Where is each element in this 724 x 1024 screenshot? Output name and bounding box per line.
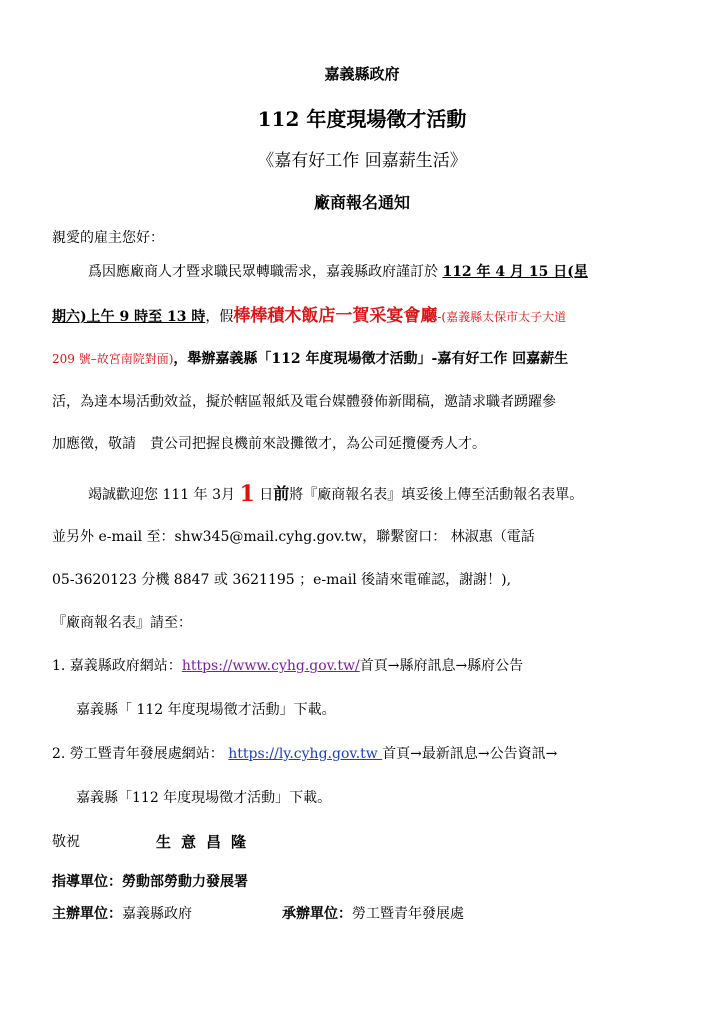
organizer-label: 承辦單位： [282, 906, 352, 922]
paragraph-line-4: 活，為達本場活動效益，擬於轄區報紙及電台媒體發佈新聞稿，邀請求職者踴躍參 [52, 394, 556, 410]
list-item-label: 2. 勞工暨青年發展處網站： [52, 746, 229, 762]
guide-unit-line [52, 872, 724, 892]
organizer-value: 勞工暨青年發展處 [352, 906, 464, 922]
deadline-day: 1 [239, 481, 255, 507]
list-item-detail: 嘉義縣「 112 年度現場徵才活動」下載。 [76, 702, 336, 718]
event-time: 期六)上午 9 時至 13 時 [52, 309, 206, 325]
list-item-detail: 嘉義縣「112 年度現場徵才活動」下載。 [76, 790, 332, 806]
deadline-before: 前 [273, 484, 290, 503]
form-location-heading: 『廠商報名表』請至： [52, 615, 192, 631]
host-value: 嘉義縣政府 [122, 906, 192, 922]
paragraph-line-2 [52, 306, 724, 327]
paragraph-line-3 [52, 349, 724, 369]
labor-website-link[interactable]: https://ly.cyhg.gov.tw [228, 746, 383, 762]
county-website-link[interactable]: https://www.cyhg.gov.tw/ [181, 658, 360, 674]
closing-salute: 敬祝 [52, 834, 80, 850]
event-date: 112 年 4 月 15 日(星 [442, 264, 588, 280]
list-item [52, 744, 724, 764]
contact-email-line: 並另外 e-mail 至：shw345@mail.cyhg.gov.tw，聯繫窗口： 林淑惠（電話 [52, 529, 535, 545]
venue-prefix: ，假 [205, 309, 234, 325]
organizer-block [282, 904, 464, 924]
page-title: 112 年度現場徵才活動 [257, 107, 467, 131]
list-item-path: 首頁→最新訊息→公告資訊→ [382, 746, 558, 762]
deadline-instruction: 將『廠商報名表』填妥後上傳至活動報名表單。 [289, 487, 584, 503]
org-heading: 嘉義縣政府 [324, 65, 400, 83]
list-item-path: 首頁→縣府訊息→縣府公告 [359, 658, 524, 674]
list-item [52, 656, 724, 676]
paragraph-line-1 [88, 262, 724, 282]
deadline-unit: 日 [254, 487, 274, 503]
event-name-line: ，舉辦嘉義縣「112 年度現場徵才活動」-嘉有好工作 回嘉薪生 [173, 351, 569, 367]
closing-wish: 生意昌隆 [156, 833, 257, 851]
intro-text: 爲因應廠商人才暨求職民眾轉職需求，嘉義縣政府謹訂於 [88, 264, 443, 280]
paragraph-line-6 [88, 481, 724, 507]
host-unit-line [52, 904, 724, 924]
greeting: 親愛的雇主您好： [52, 230, 164, 246]
guide-label: 指導單位： [52, 874, 122, 890]
paragraph-line-5: 加應徵，敬請 貴公司把握良機前來設攤徵才，為公司延攬優秀人才。 [52, 436, 486, 452]
venue-name: 棒棒積木飯店一賀采宴會廳 [233, 306, 438, 326]
venue-address: -(嘉義縣太保市太子大道 [437, 310, 567, 324]
contact-phone-line: 05-3620123 分機 8847 或 3621195 ；e-mail 後請來電確認，謝謝！), [52, 572, 512, 588]
host-label: 主辦單位： [52, 906, 122, 922]
notice-heading: 廠商報名通知 [313, 193, 410, 212]
list-item-label: 1. 嘉義縣政府網站： [52, 658, 182, 674]
deadline-text: 竭誠歡迎您 111 年 3月 [88, 487, 240, 503]
event-slogan: 《嘉有好工作 回嘉薪生活》 [257, 151, 467, 171]
guide-value: 勞動部勞動力發展署 [122, 874, 248, 890]
venue-address-cont: 209 號–故宮南院對面) [52, 352, 174, 366]
closing-line [52, 832, 724, 852]
